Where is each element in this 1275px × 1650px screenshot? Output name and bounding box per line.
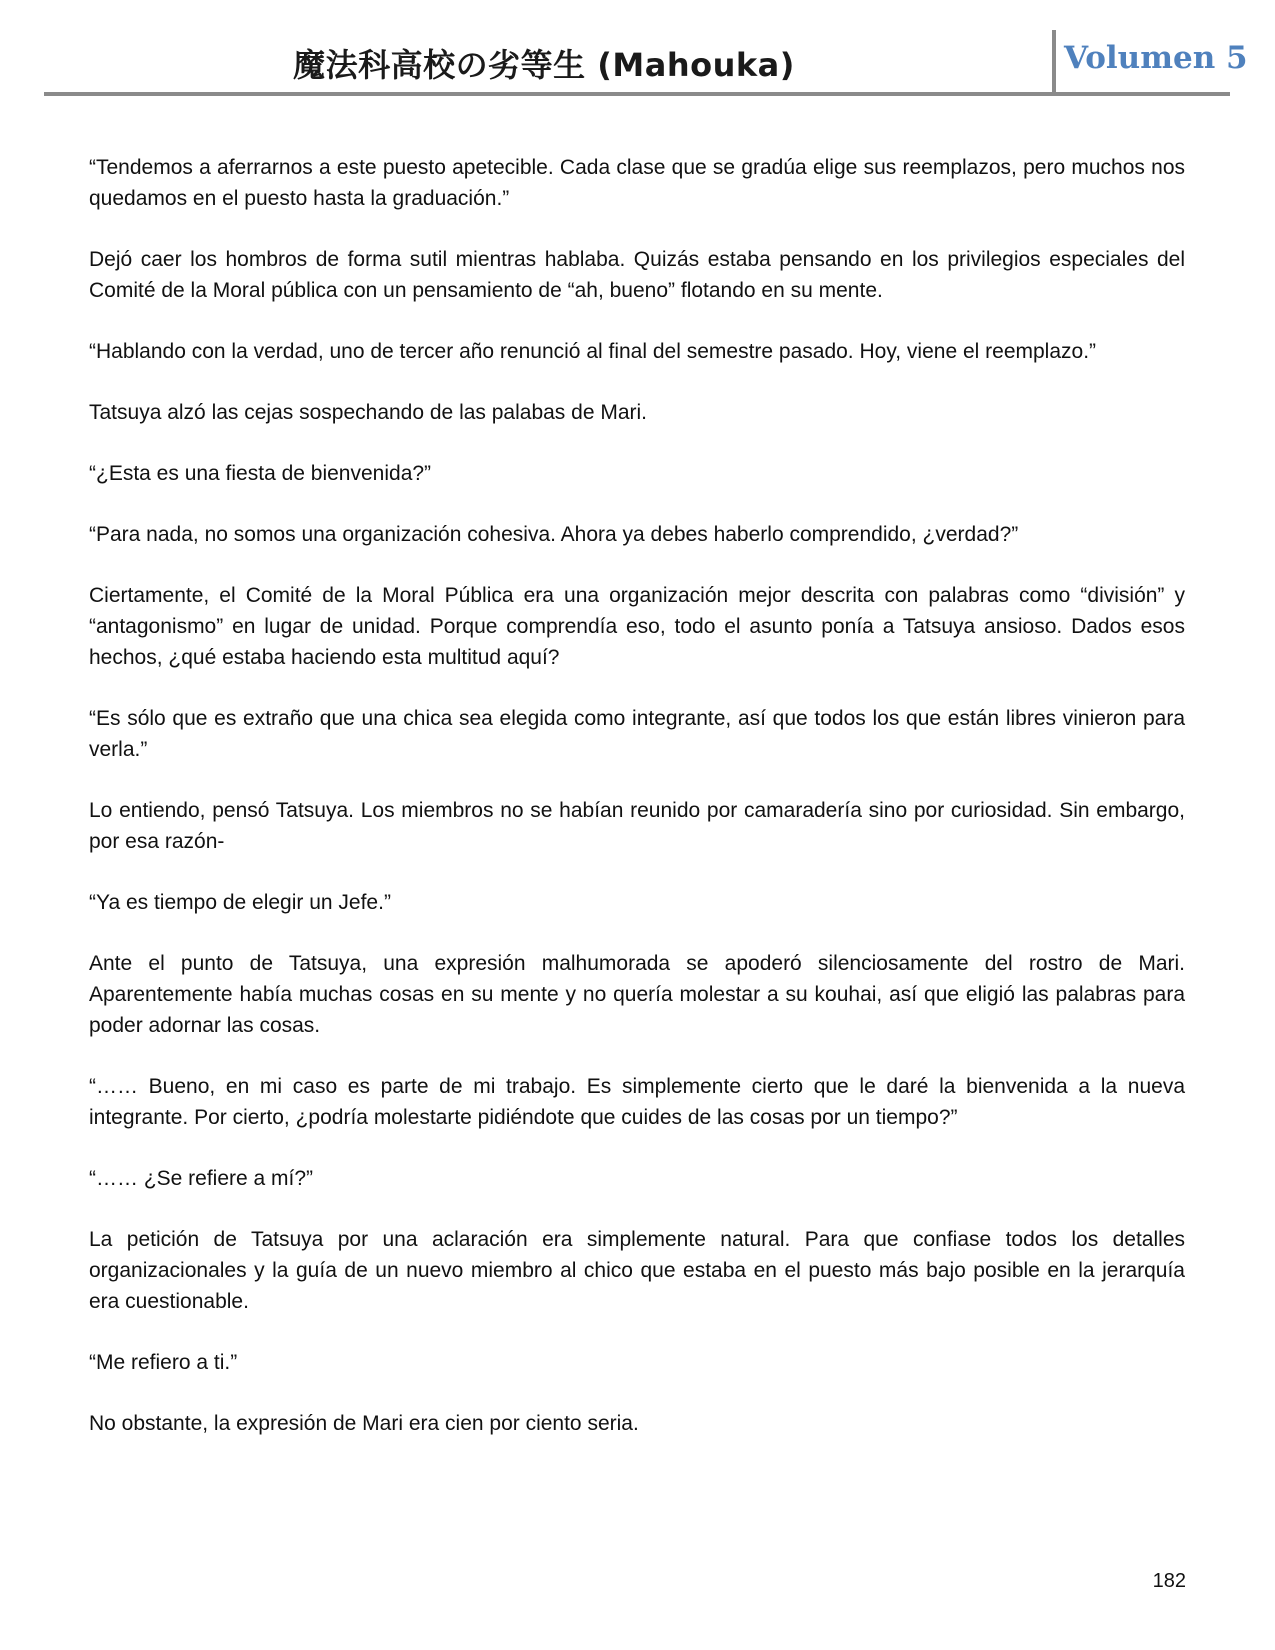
paragraph: “Para nada, no somos una organización cohesiva. Ahora ya debes haberlo comprendido, ¿verdad?” bbox=[89, 523, 1019, 546]
paragraph: Dejó caer los hombros de forma sutil mientras hablaba. Quizás estaba pensando en los privilegios especiales del Comité de la Moral pública con un pensamiento de “ah, bueno” flotando en su mente. bbox=[89, 248, 1185, 302]
page-body bbox=[89, 152, 1185, 1469]
paragraph: “Es sólo que es extraño que una chica sea elegida como integrante, así que todos los que están libres vinieron para verla.” bbox=[89, 707, 1185, 761]
paragraph: Ciertamente, el Comité de la Moral Pública era una organización mejor descrita con palabras como “división” y “antagonismo” en lugar de unidad. Porque comprendía eso, todo el asunto ponía a Tatsuya ansioso. Dados esos hechos, ¿qué estaba haciendo esta multitud aquí? bbox=[89, 584, 1185, 669]
paragraph: “…… ¿Se refiere a mí?” bbox=[89, 1167, 314, 1190]
paragraph: “…… Bueno, en mi caso es parte de mi trabajo. Es simplemente cierto que le daré la bienvenida a la nueva integrante. Por cierto, ¿podría molestarte pidiéndote que cuides de las cosas por un tiempo?” bbox=[89, 1075, 1185, 1129]
header-title: 魔法科高校の劣等生 (Mahouka) bbox=[293, 46, 795, 84]
paragraph: “Ya es tiempo de elegir un Jefe.” bbox=[89, 891, 391, 914]
paragraph: La petición de Tatsuya por una aclaración era simplemente natural. Para que confiase todos los detalles organizacionales y la guía de un nuevo miembro al chico que estaba en el puesto más bajo posible en la jerarquía era cuestionable. bbox=[89, 1228, 1185, 1313]
paragraph: Ante el punto de Tatsuya, una expresión malhumorada se apoderó silenciosamente del rostro de Mari. Aparentemente había muchas cosas en su mente y no quería molestar a su kouhai, así que eligió las palabras para poder adornar las cosas. bbox=[89, 952, 1185, 1037]
paragraph: “Hablando con la verdad, uno de tercer año renunció al final del semestre pasado. Hoy, viene el reemplazo.” bbox=[89, 340, 1097, 363]
paragraph: Tatsuya alzó las cejas sospechando de las palabas de Mari. bbox=[89, 401, 647, 424]
volume-label: Volumen 5 bbox=[1064, 40, 1248, 76]
paragraph: Lo entiendo, pensó Tatsuya. Los miembros no se habían reunido por camaradería sino por curiosidad. Sin embargo, por esa razón- bbox=[89, 799, 1185, 853]
page-header bbox=[44, 28, 1248, 94]
paragraph: “Tendemos a aferrarnos a este puesto apetecible. Cada clase que se gradúa elige sus reemplazos, pero muchos nos quedamos en el puesto hasta la graduación.” bbox=[89, 156, 1185, 210]
page-number: 182 bbox=[1152, 1570, 1186, 1592]
paragraph: No obstante, la expresión de Mari era cien por ciento seria. bbox=[89, 1412, 639, 1435]
paragraph: “¿Esta es una fiesta de bienvenida?” bbox=[89, 462, 432, 485]
header-divider bbox=[1052, 30, 1056, 92]
paragraph: “Me refiero a ti.” bbox=[89, 1351, 238, 1374]
header-rule bbox=[44, 92, 1230, 96]
